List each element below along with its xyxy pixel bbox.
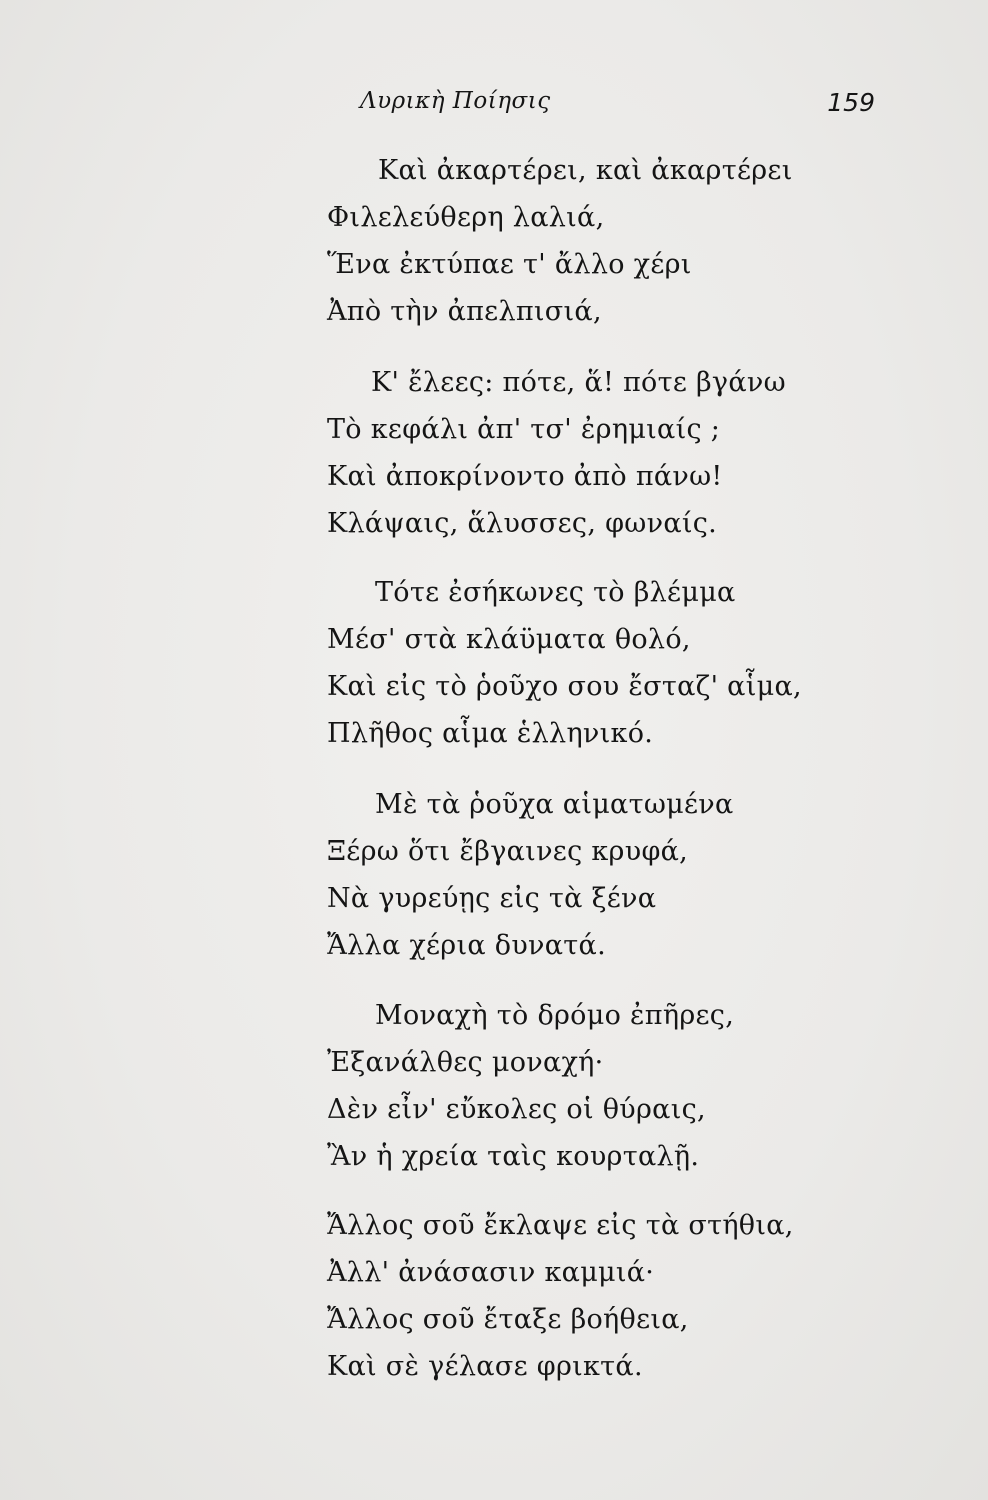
poem-line: Μέσ' στὰ κλάϋματα θολό, bbox=[327, 624, 691, 655]
poem-line: Μὲ τὰ ῥοῦχα αἱματωμένα bbox=[375, 789, 734, 820]
poem-line: Νὰ γυρεύῃς εἰς τὰ ξένα bbox=[327, 883, 657, 914]
poem-line: Πλῆθος αἷμα ἑλληνικό. bbox=[327, 718, 654, 749]
poem-line: Καὶ ἀποκρίνοντο ἀπὸ πάνω! bbox=[327, 461, 723, 492]
poem-line: Ἄλλα χέρια δυνατά. bbox=[327, 930, 606, 961]
poem-line: Τὸ κεφάλι ἀπ' τσ' ἐρημιαίς ; bbox=[327, 414, 721, 445]
poem-line: Ἄλλος σοῦ ἔκλαψε εἰς τὰ στήθια, bbox=[327, 1210, 794, 1241]
poem-line: Δὲν εἶν' εὔκολες οἱ θύραις, bbox=[327, 1094, 706, 1125]
poem-line: Ξέρω ὅτι ἔβγαινες κρυφά, bbox=[327, 836, 689, 867]
poem-line: Καὶ εἰς τὸ ῥοῦχο σου ἔσταζ' αἷμα, bbox=[327, 671, 802, 702]
poem-line: Ἐξανάλθες μοναχή· bbox=[327, 1047, 604, 1078]
poem-line: Κλάψαις, ἅλυσσες, φωναίς. bbox=[327, 508, 718, 539]
poem-line: Ἂν ἡ χρεία ταὶς κουρταλῇ. bbox=[327, 1141, 700, 1172]
poem-line: Ἀλλ' ἀνάσασιν καμμιά· bbox=[327, 1257, 655, 1288]
running-head-title: Λυρικὴ Ποίησις bbox=[360, 88, 551, 114]
poem-line: Ἄλλος σοῦ ἔταξε βοήθεια, bbox=[327, 1304, 689, 1335]
poem-line: Τότε ἐσήκωνες τὸ βλέμμα bbox=[375, 577, 736, 608]
poem-line: Ἀπὸ τὴν ἀπελπισιά, bbox=[327, 296, 602, 327]
poem-line: Φιλελεύθερη λαλιά, bbox=[327, 202, 605, 233]
page-number: 159 bbox=[827, 88, 875, 117]
poem-line: Καὶ ἀκαρτέρει, καὶ ἀκαρτέρει bbox=[378, 155, 793, 186]
poem-line: Μοναχὴ τὸ δρόμο ἐπῆρες, bbox=[375, 1000, 735, 1031]
poem-line: Κ' ἔλεες: πότε, ἅ! πότε βγάνω bbox=[371, 367, 786, 398]
running-head bbox=[0, 88, 988, 128]
poem-line: Ἕνα ἐκτύπαε τ' ἄλλο χέρι bbox=[327, 249, 692, 280]
poem-line: Καὶ σὲ γέλασε φρικτά. bbox=[327, 1351, 643, 1382]
